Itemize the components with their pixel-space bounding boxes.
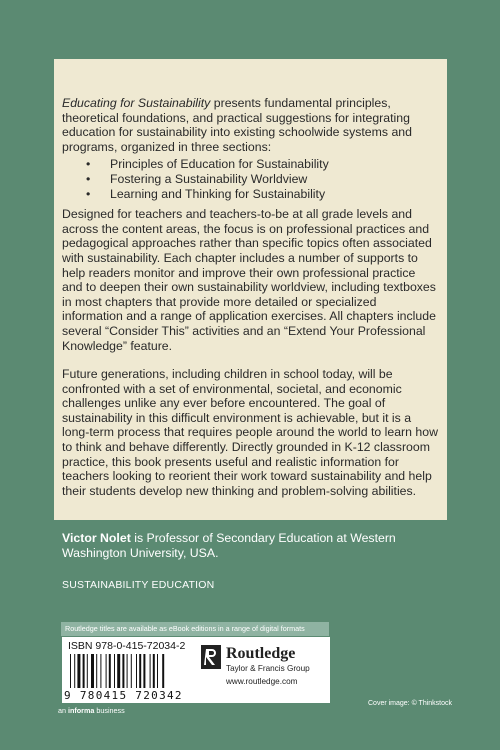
publisher-url: www.routledge.com bbox=[226, 677, 298, 686]
bullet-icon: • bbox=[86, 171, 91, 186]
section-label: Learning and Thinking for Sustainability bbox=[110, 186, 326, 201]
list-item bbox=[86, 157, 439, 172]
list-item bbox=[86, 172, 439, 187]
bullet-icon: • bbox=[86, 157, 91, 172]
ebook-note: Routledge titles are available as eBook editions in a range of digital formats bbox=[61, 622, 329, 636]
subject-category: SUSTAINABILITY EDUCATION bbox=[62, 579, 215, 591]
isbn-label: ISBN 978-0-415-72034-2 bbox=[68, 640, 186, 652]
routledge-logo-icon bbox=[201, 645, 221, 669]
intro-paragraph bbox=[62, 96, 439, 154]
barcode-panel bbox=[62, 637, 330, 703]
bullet-icon: • bbox=[86, 186, 91, 201]
author-description: is Professor of Secondary Education at Western Washington University, USA. bbox=[62, 531, 396, 560]
publisher-group: Taylor & Francis Group bbox=[226, 664, 310, 673]
informa-brand: informa bbox=[68, 706, 95, 715]
publisher-name: Routledge bbox=[226, 645, 296, 662]
book-title: Educating for Sustainability bbox=[62, 96, 211, 110]
description-paragraph-3: Future generations, including children in school today, will be confronted with a set of environmental, societal, and economic challenges unlike any ever before encountered. The goal of sustainability in this difficult environment is achievable, but it is a long-term process that requires people around the world to learn how to think and behave differently. Directly grounded in K-12 classroom practice, this book presents useful and realistic information for teachers looking to reorient their work toward sustainability and help their students develop new thinking and problem-solving abilities. bbox=[62, 367, 438, 498]
section-list bbox=[62, 157, 439, 201]
barcode-number: 9 780415 720342 bbox=[64, 689, 183, 702]
section-label: Principles of Education for Sustainability bbox=[110, 157, 329, 172]
author-name: Victor Nolet bbox=[62, 531, 131, 545]
description-panel bbox=[54, 59, 447, 520]
barcode-icon bbox=[68, 654, 186, 690]
section-label: Fostering a Sustainability Worldview bbox=[110, 171, 308, 186]
informa-credit: an informa business bbox=[58, 706, 125, 715]
list-item bbox=[86, 187, 439, 202]
cover-image-credit: Cover image: © Thinkstock bbox=[368, 700, 453, 707]
author-bio bbox=[62, 531, 462, 561]
description-paragraph-2: Designed for teachers and teachers-to-be at all grade levels and across the content areas, the focus is on professional practices and pedagogical approaches rather than specific topics often associated with sustainability. Each chapter includes a number of supports to help readers monitor and improve their own professional practice and to deepen their own sustainability worldview, including textboxes in most chapters that provide more detailed or specialized information and a range of application exercises. All chapters include several “Consider This” activities and an “Extend Your Professional Knowledge” feature. bbox=[62, 207, 436, 353]
intro-text: presents fundamental principles, theoretical foundations, and practical suggestions for integrating education for sustainability into existing schoolwide systems and programs, organized in three sections: bbox=[62, 96, 412, 154]
